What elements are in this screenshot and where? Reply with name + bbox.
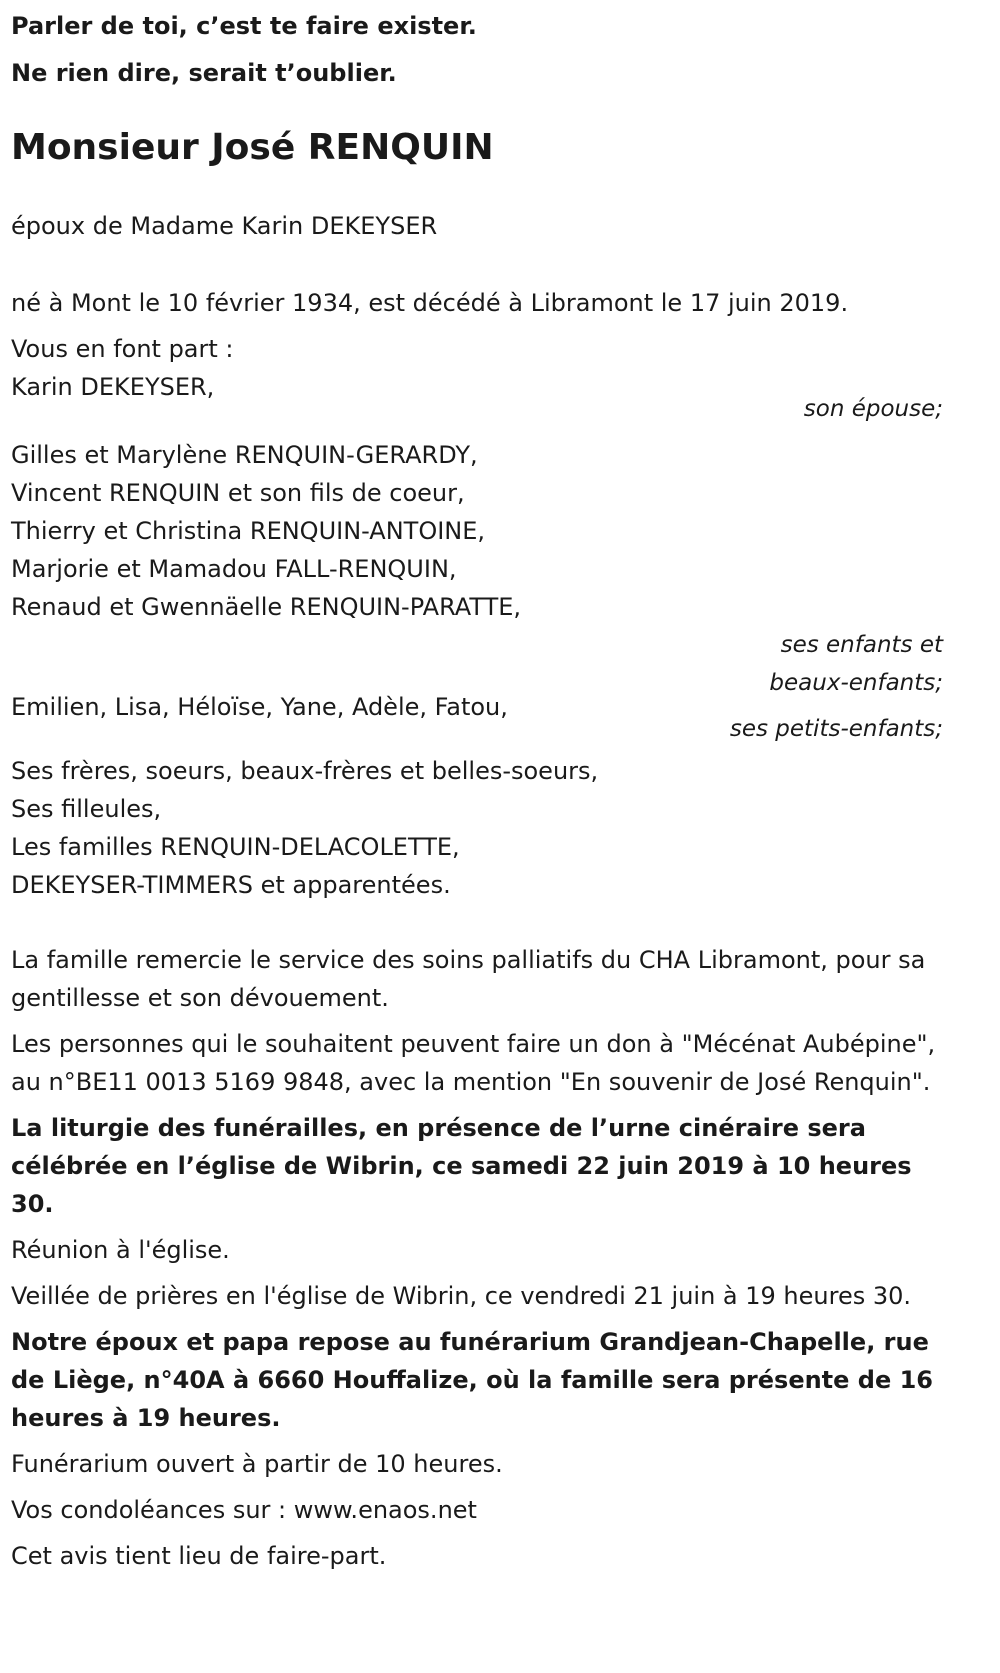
list-item: Vincent RENQUIN et son fils de coeur, xyxy=(11,479,465,507)
spouse-line: époux de Madame Karin DEKEYSER xyxy=(11,212,438,240)
relation-grandchildren: ses petits-enfants; xyxy=(729,716,943,742)
list-item: Ses frères, soeurs, beaux-frères et belles-soeurs, xyxy=(11,757,599,785)
list-item: Marjorie et Mamadou FALL-RENQUIN, xyxy=(11,555,457,583)
relation-spouse: son épouse; xyxy=(803,396,943,422)
list-item: Thierry et Christina RENQUIN-ANTOINE, xyxy=(11,517,486,545)
spouse-name: Karin DEKEYSER, xyxy=(11,373,215,401)
list-item: DEKEYSER-TIMMERS et apparentées. xyxy=(11,871,451,899)
quote-line-2: Ne rien dire, serait t’oublier. xyxy=(11,59,397,87)
thanks-paragraph: La famille remercie le service des soins palliatifs du CHA Libramont, pour sa gentillesse et son dévouement. xyxy=(11,946,926,1012)
list-item: Ses filleules, xyxy=(11,795,162,823)
quote-line-1: Parler de toi, c’est te faire exister. xyxy=(11,12,477,40)
condolences-line: Vos condoléances sur : www.enaos.net xyxy=(11,1496,477,1524)
children-list xyxy=(11,436,951,626)
funeral-paragraph: La liturgie des funérailles, en présence de l’urne cinéraire sera célébrée en l’église de Wibrin, ce samedi 22 juin 2019 à 10 heures 30. xyxy=(11,1114,912,1218)
deceased-name: Monsieur José RENQUIN xyxy=(11,127,494,168)
relation-children-line-1: ses enfants et xyxy=(780,632,943,658)
relation-children-line-2: beaux-enfants; xyxy=(769,670,943,696)
funerarium-open-line: Funérarium ouvert à partir de 10 heures. xyxy=(11,1450,503,1478)
notice-line: Cet avis tient lieu de faire-part. xyxy=(11,1542,387,1570)
grandchildren-names: Emilien, Lisa, Héloïse, Yane, Adèle, Fatou, xyxy=(11,693,508,721)
family-list xyxy=(11,752,951,904)
announcement-block xyxy=(11,330,951,904)
list-item: Renaud et Gwennäelle RENQUIN-PARATTE, xyxy=(11,593,522,621)
meeting-line: Réunion à l'église. xyxy=(11,1236,230,1264)
list-item: Gilles et Marylène RENQUIN-GERARDY, xyxy=(11,441,478,469)
funerarium-paragraph: Notre époux et papa repose au funérarium Grandjean-Chapelle, rue de Liège, n°40A à 6660 Houffalize, où la famille sera présente de 16 heures à 19 heures. xyxy=(11,1328,933,1432)
list-item: Les familles RENQUIN-DELACOLETTE, xyxy=(11,833,460,861)
donation-paragraph: Les personnes qui le souhaitent peuvent faire un don à "Mécénat Aubépine", au n°BE11 0013 5169 9848, avec la mention "En souvenir de José Renquin". xyxy=(11,1030,936,1096)
vigil-line: Veillée de prières en l'église de Wibrin, ce vendredi 21 juin à 19 heures 30. xyxy=(11,1282,912,1310)
announcement-intro: Vous en font part : xyxy=(11,335,234,363)
birth-death-line: né à Mont le 10 février 1934, est décédé à Libramont le 17 juin 2019. xyxy=(11,289,849,317)
